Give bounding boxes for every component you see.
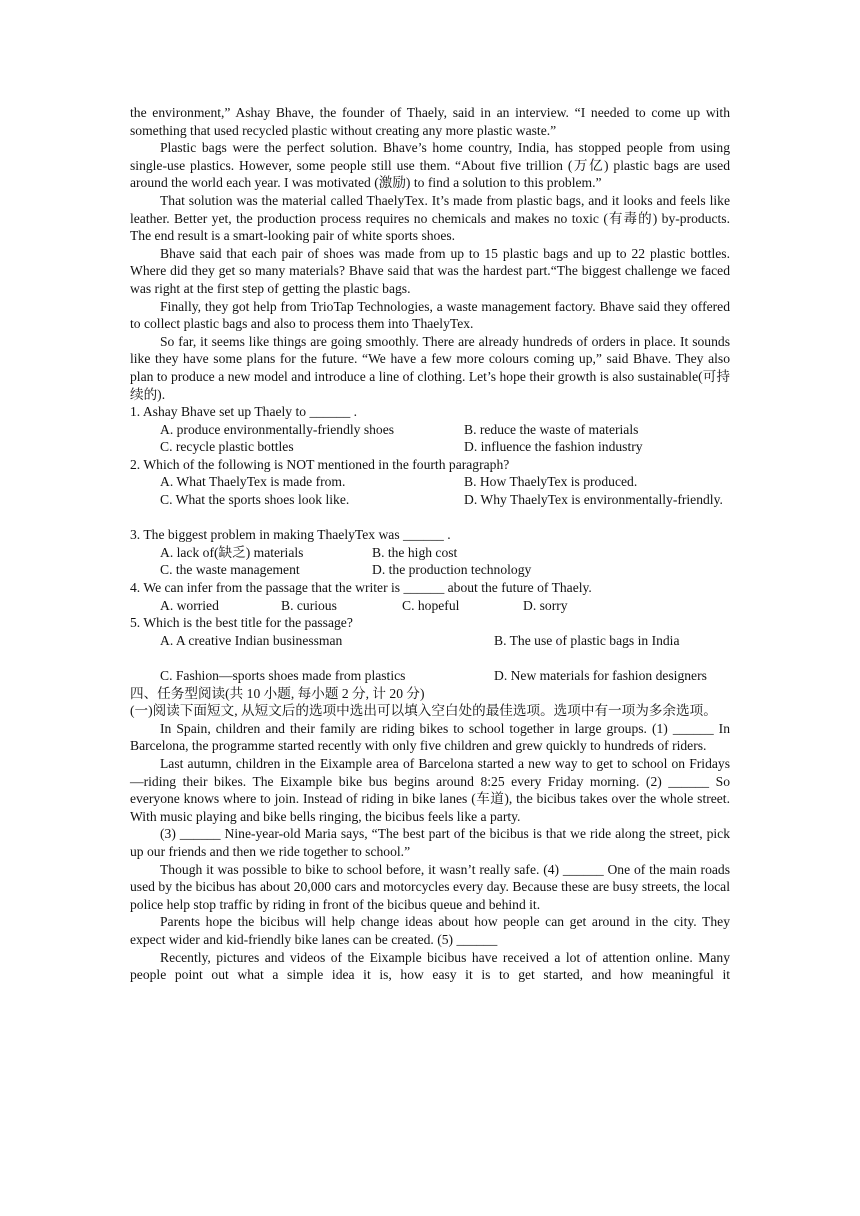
option-d: D. influence the fashion industry: [464, 439, 643, 455]
question-stem: 5. Which is the best title for the passage?: [130, 615, 353, 631]
question-options: [130, 544, 730, 562]
passage1-paragraph: So far, it seems like things are going smoothly. There are already hundreds of orders in place. It sounds like they have some plans for the future. “We have a few more colours coming up,” said Bhave. They also plan to produce a new model and introduce a line of clothing. Let’s hope their growth is also sustainable(可持续的).: [130, 333, 730, 402]
question-options: [130, 438, 730, 456]
option-b: B. curious: [281, 597, 337, 613]
question-options: [130, 561, 730, 579]
section-heading: 四、任务型阅读(共 10 小题, 每小题 2 分, 计 20 分): [130, 685, 425, 701]
option-a: A. worried: [160, 597, 219, 613]
section-instruction: (一)阅读下面短文, 从短文后的选项中选出可以填入空白处的最佳选项。选项中有一项为多余选项。: [130, 703, 717, 719]
passage2-paragraph: (3) ______ Nine-year-old Maria says, “The best part of the bicibus is that we ride along the street, pick up our friends and then we ride together to school.”: [130, 826, 730, 859]
passage1-paragraph: Bhave said that each pair of shoes was made from up to 15 plastic bags and up to 22 plastic bottles. Where did they get so many materials? Bhave said that was the hardest part.“The biggest challenge we faced was right at the first step of getting the plastic bags.: [130, 245, 730, 296]
question-options: [130, 473, 730, 491]
question-options: [130, 421, 730, 439]
option-b: B. The use of plastic bags in India: [494, 632, 680, 648]
option-c: C. Fashion—sports shoes made from plastics: [160, 668, 406, 683]
option-c: C. the waste management: [160, 562, 300, 578]
document-body: [130, 104, 730, 984]
question-stem: 1. Ashay Bhave set up Thaely to ______ .: [130, 404, 358, 420]
passage1-paragraph: Plastic bags were the perfect solution. Bhave’s home country, India, has stopped people from using single-use plastics. However, some people still use them. “About five trillion (万亿) plastic bags are used around the world each year. I was motivated (激励) to find a solution to this problem.”: [130, 140, 730, 191]
option-c: C. hopeful: [402, 597, 460, 613]
option-d: D. the production technology: [372, 562, 532, 578]
question-stem: 3. The biggest problem in making ThaelyTex was ______ .: [130, 527, 451, 543]
option-a: A. A creative Indian businessman: [160, 632, 343, 648]
option-a: A. produce environmentally-friendly shoes: [160, 421, 395, 437]
passage2-paragraph: In Spain, children and their family are riding bikes to school together in large groups. (1) ______ In Barcelona, the programme started recently with only five children and grew quickly to hundreds of riders.: [130, 720, 730, 754]
spacer: [130, 649, 730, 667]
option-c: C. What the sports shoes look like.: [160, 492, 350, 508]
option-b: B. the high cost: [372, 544, 458, 560]
option-c: C. recycle plastic bottles: [160, 439, 294, 455]
passage2-paragraph: Last autumn, children in the Eixample area of Barcelona started a new way to get to school on Fridays—riding their bikes. The Eixample bike bus begins around 8:25 every Friday morning. (2) ______ So everyone knows where to join. Instead of riding in bike lanes (车道), the bicibus takes over the whole street. With music playing and bike bells ringing, the bicibus feels like a party.: [130, 755, 730, 824]
passage2-paragraph: Parents hope the bicibus will help change ideas about how people can get around in the city. They expect wider and kid-friendly bike lanes can be created. (5) ______: [130, 914, 730, 947]
passage1-paragraph: the environment,” Ashay Bhave, the founder of Thaely, said in an interview. “I needed to come up with something that used recycled plastic without creating any more plastic waste.”: [130, 105, 730, 138]
question-stem: 4. We can infer from the passage that the writer is ______ about the future of Thaely.: [130, 580, 592, 596]
option-a: A. What ThaelyTex is made from.: [160, 474, 346, 490]
option-d: D. New materials for fashion designers: [494, 668, 707, 683]
option-d-text: D. Why ThaelyTex is environmentally-friendly.: [464, 492, 723, 508]
passage2-paragraph: Though it was possible to bike to school before, it wasn’t really safe. (4) ______ One of the main roads used by the bicibus has about 20,000 cars and motorcycles every day. Because these are busy streets, the local police help stop traffic by riding in front of the bicibus queue and behind it.: [130, 861, 730, 912]
option-b: B. How ThaelyTex is produced.: [464, 474, 638, 490]
option-a: A. lack of(缺乏) materials: [160, 544, 304, 560]
passage1-paragraph: That solution was the material called ThaelyTex. It’s made from plastic bags, and it looks and feels like leather. Better yet, the production process requires no chemicals and makes no toxic (有毒的) by-products. The end result is a smart-looking pair of white sports shoes.: [130, 192, 730, 244]
question-options: [130, 667, 730, 685]
question-options: [130, 597, 730, 615]
option-b: B. reduce the waste of materials: [464, 421, 639, 437]
question-options: [130, 632, 730, 650]
option-d: D. sorry: [523, 597, 568, 613]
passage2-paragraph: Recently, pictures and videos of the Eixample bicibus have received a lot of attention online. Many people point out what a simple idea it is, how easy it is to get started, and how meaningful it: [130, 949, 730, 983]
question-stem: 2. Which of the following is NOT mentioned in the fourth paragraph?: [130, 456, 510, 472]
passage1-paragraph: Finally, they got help from TrioTap Technologies, a waste management factory. Bhave said they offered to collect plastic bags and also to process them into ThaelyTex.: [130, 298, 730, 332]
